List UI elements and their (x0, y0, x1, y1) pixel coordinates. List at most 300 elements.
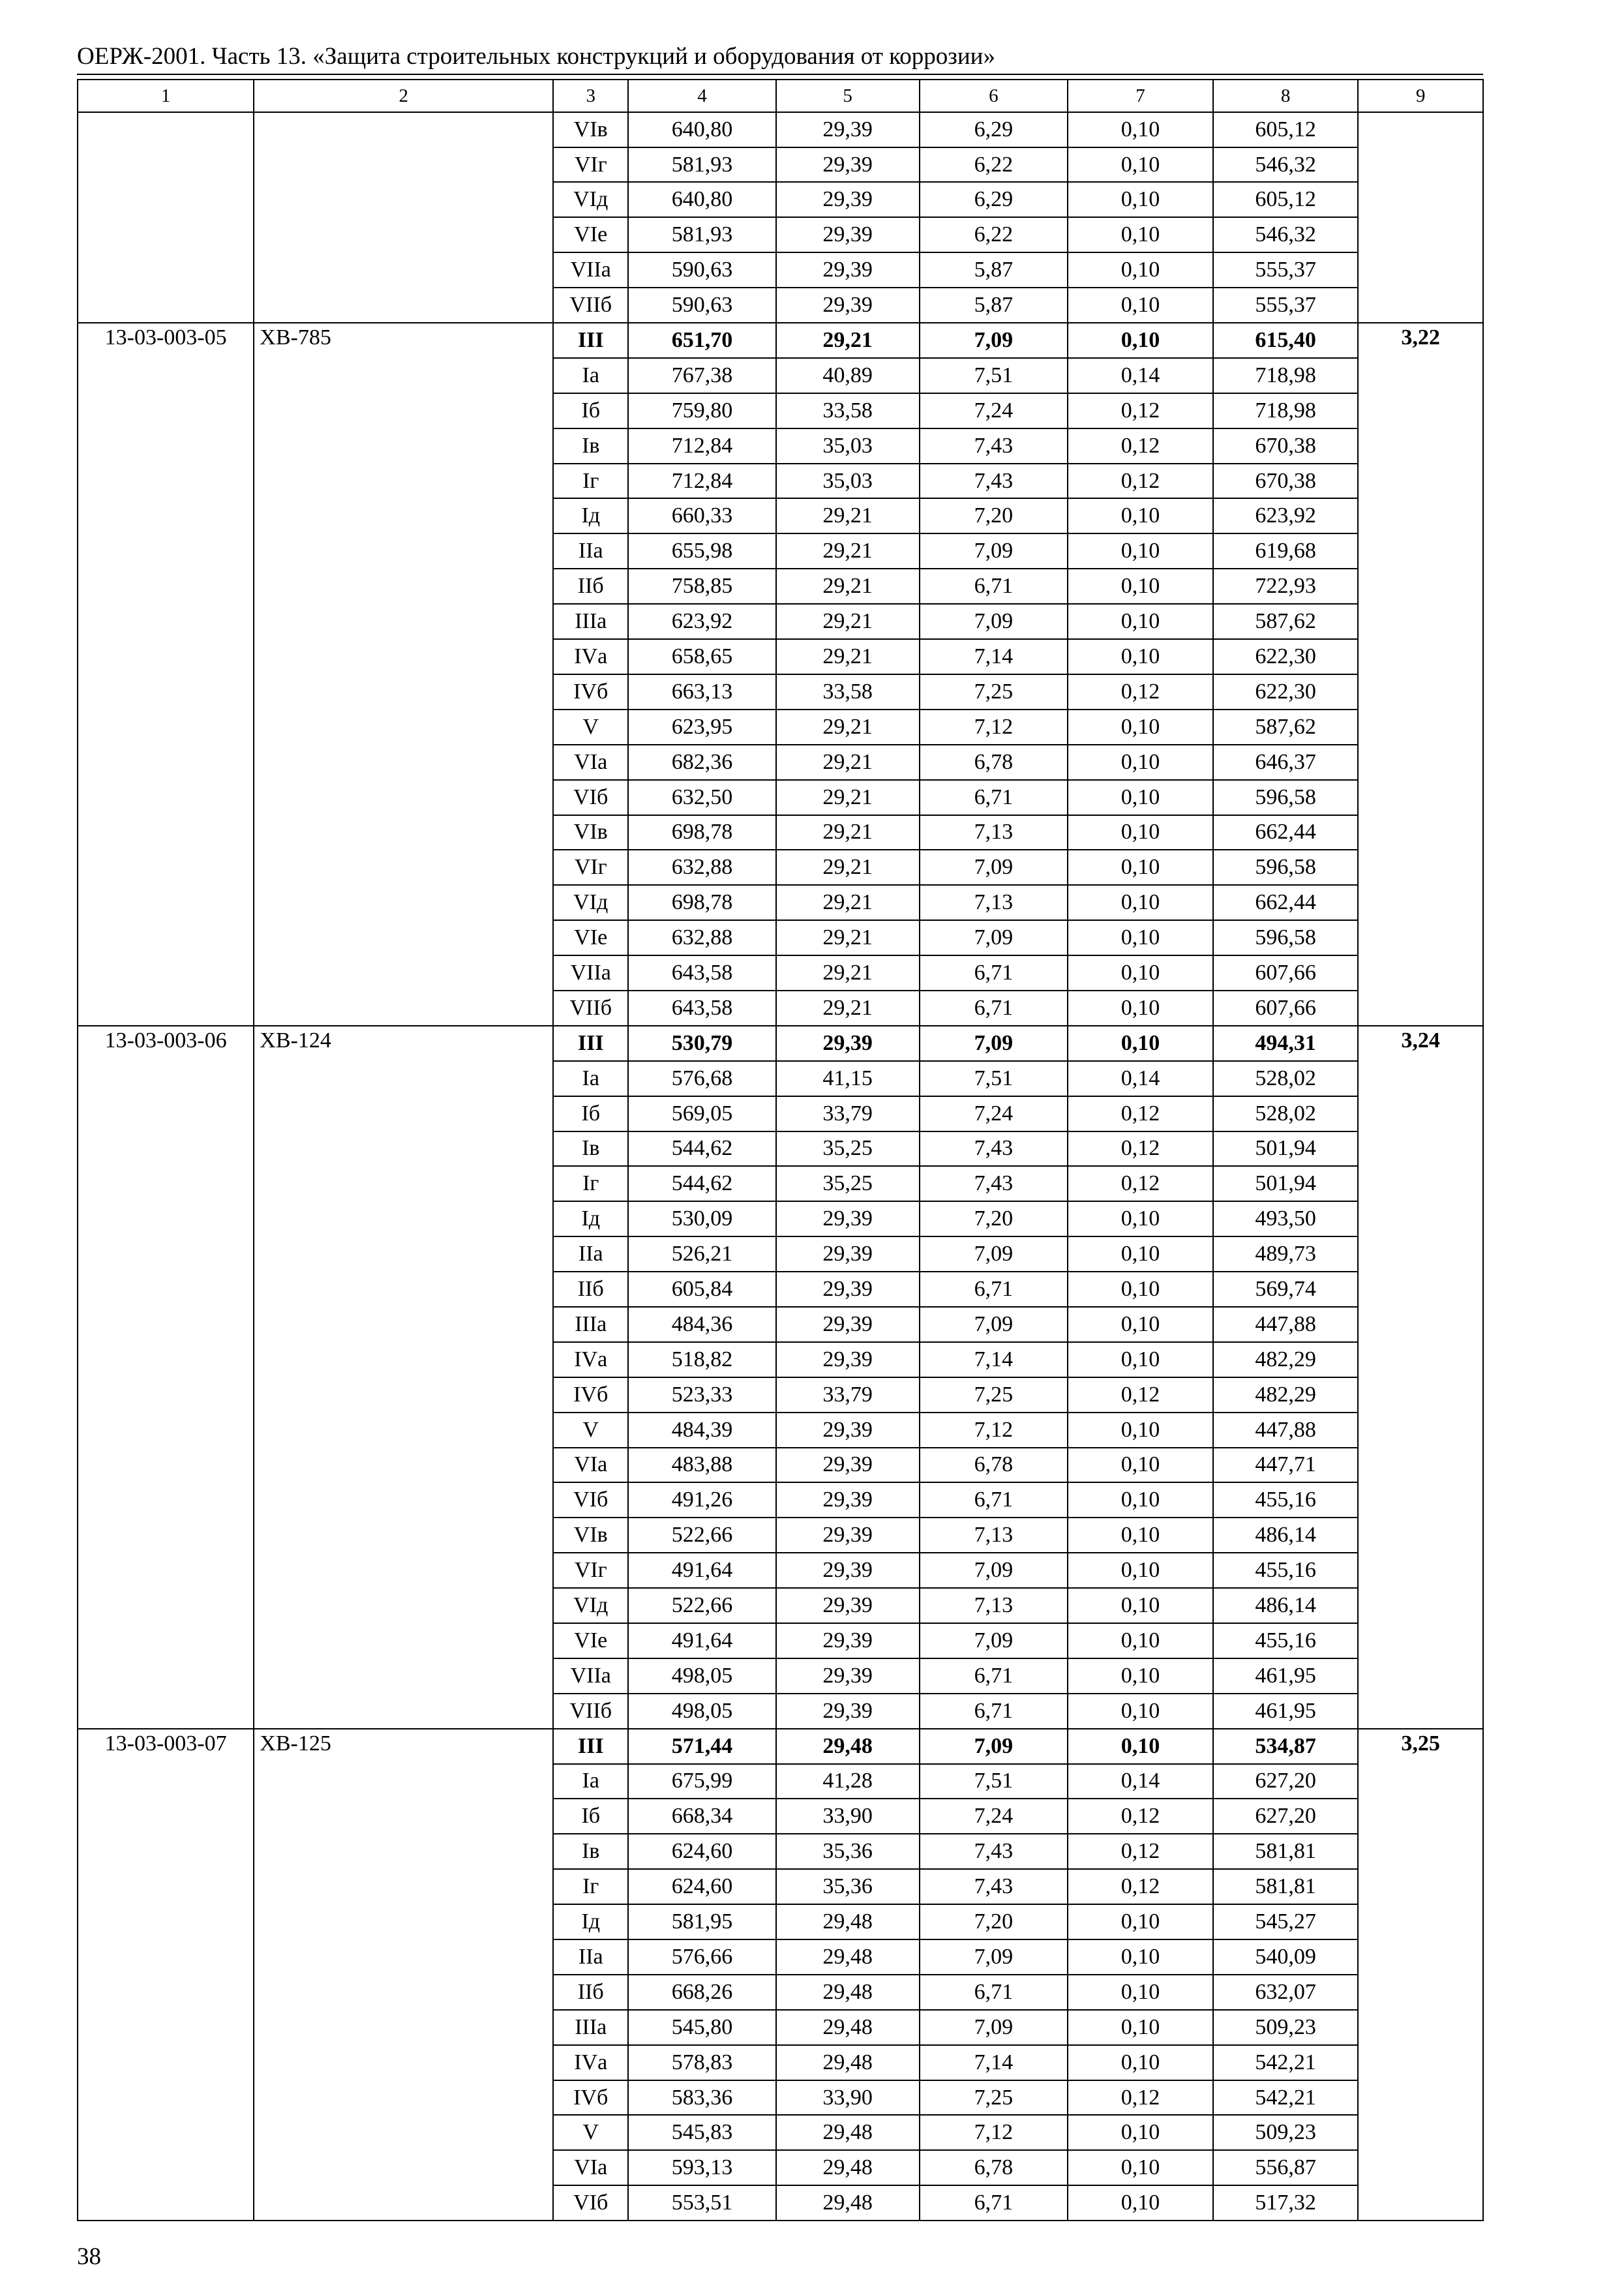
value-cell: 640,80 (628, 182, 775, 217)
class-cell: IIб (553, 1272, 628, 1307)
class-cell: VIб (553, 2185, 628, 2221)
value-cell: 605,12 (1213, 112, 1358, 147)
value-cell: 6,78 (920, 745, 1068, 780)
value-cell: 6,71 (920, 780, 1068, 815)
table-row (78, 1026, 1483, 1061)
value-cell: 6,71 (920, 1482, 1068, 1518)
class-cell: VIа (553, 2150, 628, 2185)
value-cell: 0,12 (1068, 1799, 1213, 1834)
rate-factor: 3,24 (1358, 1026, 1483, 1729)
class-cell: VIг (553, 1553, 628, 1588)
rate-factor: 3,25 (1358, 1729, 1483, 2221)
value-cell: 534,87 (1213, 1729, 1358, 1764)
value-cell: 447,88 (1213, 1307, 1358, 1342)
class-cell: IIIа (553, 1307, 628, 1342)
class-cell: IIа (553, 1236, 628, 1272)
value-cell: 670,38 (1213, 464, 1358, 499)
value-cell: 578,83 (628, 2045, 775, 2080)
value-cell: 0,10 (1068, 2045, 1213, 2080)
value-cell: 0,10 (1068, 1729, 1213, 1764)
column-header: 5 (776, 80, 920, 112)
value-cell: 0,12 (1068, 464, 1213, 499)
value-cell: 29,21 (776, 780, 920, 815)
column-header: 1 (78, 80, 254, 112)
value-cell: 698,78 (628, 815, 775, 850)
value-cell: 455,16 (1213, 1623, 1358, 1658)
value-cell: 29,21 (776, 850, 920, 885)
class-cell: VIIа (553, 252, 628, 288)
value-cell: 455,16 (1213, 1482, 1358, 1518)
value-cell: 622,30 (1213, 674, 1358, 710)
value-cell: 29,48 (776, 2185, 920, 2221)
value-cell: 668,34 (628, 1799, 775, 1834)
class-cell: IIб (553, 1975, 628, 2010)
value-cell: 587,62 (1213, 710, 1358, 745)
value-cell: 0,10 (1068, 850, 1213, 885)
class-cell: Iв (553, 428, 628, 464)
value-cell: 35,03 (776, 428, 920, 464)
value-cell: 0,10 (1068, 1307, 1213, 1342)
value-cell: 632,88 (628, 920, 775, 955)
value-cell: 29,21 (776, 533, 920, 569)
value-cell: 7,09 (920, 1729, 1068, 1764)
value-cell: 7,09 (920, 533, 1068, 569)
value-cell: 0,10 (1068, 1236, 1213, 1272)
value-cell: 0,10 (1068, 1694, 1213, 1729)
value-cell: 33,90 (776, 2080, 920, 2116)
class-cell: V (553, 2115, 628, 2150)
value-cell: 545,83 (628, 2115, 775, 2150)
value-cell: 29,39 (776, 288, 920, 323)
class-cell: VIа (553, 1448, 628, 1483)
value-cell: 7,09 (920, 1553, 1068, 1588)
value-cell: 6,22 (920, 147, 1068, 183)
class-cell: VIIб (553, 288, 628, 323)
class-cell: IIIа (553, 2010, 628, 2045)
value-cell: 7,13 (920, 1588, 1068, 1623)
rate-code: 13-03-003-06 (78, 1026, 254, 1729)
value-cell: 675,99 (628, 1764, 775, 1799)
rate-factor (1358, 112, 1483, 323)
value-cell: 29,48 (776, 2115, 920, 2150)
value-cell: 0,10 (1068, 288, 1213, 323)
value-cell: 545,27 (1213, 1904, 1358, 1939)
value-cell: 0,14 (1068, 1764, 1213, 1799)
column-header: 8 (1213, 80, 1358, 112)
value-cell: 6,71 (920, 2185, 1068, 2221)
value-cell: 33,79 (776, 1096, 920, 1131)
class-cell: III (553, 323, 628, 358)
value-cell: 542,21 (1213, 2080, 1358, 2116)
rate-code (78, 112, 254, 323)
value-cell: 7,20 (920, 498, 1068, 533)
value-cell: 7,25 (920, 674, 1068, 710)
value-cell: 0,10 (1068, 745, 1213, 780)
value-cell: 0,12 (1068, 1131, 1213, 1167)
value-cell: 29,21 (776, 885, 920, 920)
class-cell: III (553, 1026, 628, 1061)
value-cell: 29,21 (776, 569, 920, 604)
value-cell: 29,39 (776, 1658, 920, 1694)
value-cell: 712,84 (628, 464, 775, 499)
class-cell: VIе (553, 217, 628, 252)
value-cell: 663,13 (628, 674, 775, 710)
value-cell: 530,79 (628, 1026, 775, 1061)
value-cell: 670,38 (1213, 428, 1358, 464)
value-cell: 605,84 (628, 1272, 775, 1307)
class-cell: IIа (553, 1939, 628, 1975)
value-cell: 498,05 (628, 1694, 775, 1729)
value-cell: 712,84 (628, 428, 775, 464)
value-cell: 646,37 (1213, 745, 1358, 780)
class-cell: Iв (553, 1834, 628, 1869)
value-cell: 627,20 (1213, 1799, 1358, 1834)
value-cell: 29,21 (776, 498, 920, 533)
value-cell: 627,20 (1213, 1764, 1358, 1799)
value-cell: 522,66 (628, 1518, 775, 1553)
value-cell: 590,63 (628, 252, 775, 288)
value-cell: 29,39 (776, 1482, 920, 1518)
value-cell: 0,10 (1068, 1904, 1213, 1939)
value-cell: 7,20 (920, 1201, 1068, 1236)
value-cell: 29,39 (776, 217, 920, 252)
value-cell: 29,39 (776, 1307, 920, 1342)
value-cell: 29,39 (776, 1553, 920, 1588)
value-cell: 698,78 (628, 885, 775, 920)
value-cell: 528,02 (1213, 1061, 1358, 1096)
class-cell: Iд (553, 1201, 628, 1236)
class-cell: Iв (553, 1131, 628, 1167)
value-cell: 0,12 (1068, 393, 1213, 428)
value-cell: 605,12 (1213, 182, 1358, 217)
value-cell: 491,64 (628, 1623, 775, 1658)
page-number: 38 (77, 2243, 101, 2270)
value-cell: 7,43 (920, 1869, 1068, 1904)
table-row (78, 323, 1483, 358)
class-cell: Iг (553, 1166, 628, 1201)
value-cell: 583,36 (628, 2080, 775, 2116)
value-cell: 29,21 (776, 815, 920, 850)
value-cell: 7,09 (920, 1307, 1068, 1342)
value-cell: 493,50 (1213, 1201, 1358, 1236)
value-cell: 624,60 (628, 1834, 775, 1869)
value-cell: 528,02 (1213, 1096, 1358, 1131)
material-name: ХВ-785 (254, 323, 553, 1026)
value-cell: 523,33 (628, 1377, 775, 1413)
value-cell: 6,71 (920, 1658, 1068, 1694)
column-header: 9 (1358, 80, 1483, 112)
class-cell: Iб (553, 393, 628, 428)
value-cell: 447,88 (1213, 1413, 1358, 1448)
table-row (78, 112, 1483, 147)
value-cell: 0,10 (1068, 815, 1213, 850)
value-cell: 0,10 (1068, 112, 1213, 147)
value-cell: 0,14 (1068, 1061, 1213, 1096)
rate-factor: 3,22 (1358, 323, 1483, 1026)
value-cell: 7,09 (920, 604, 1068, 639)
value-cell: 29,39 (776, 1026, 920, 1061)
value-cell: 7,43 (920, 428, 1068, 464)
value-cell: 571,44 (628, 1729, 775, 1764)
value-cell: 29,48 (776, 2150, 920, 2185)
class-cell: VIг (553, 147, 628, 183)
value-cell: 29,39 (776, 1623, 920, 1658)
value-cell: 482,29 (1213, 1377, 1358, 1413)
material-name (254, 112, 553, 323)
value-cell: 569,05 (628, 1096, 775, 1131)
value-cell: 7,43 (920, 1131, 1068, 1167)
value-cell: 7,09 (920, 1236, 1068, 1272)
value-cell: 0,10 (1068, 1588, 1213, 1623)
value-cell: 7,09 (920, 920, 1068, 955)
value-cell: 0,10 (1068, 1201, 1213, 1236)
value-cell: 6,71 (920, 991, 1068, 1026)
value-cell: 544,62 (628, 1166, 775, 1201)
value-cell: 596,58 (1213, 850, 1358, 885)
value-cell: 29,21 (776, 920, 920, 955)
value-cell: 556,87 (1213, 2150, 1358, 2185)
value-cell: 6,71 (920, 569, 1068, 604)
class-cell: VIв (553, 1518, 628, 1553)
value-cell: 501,94 (1213, 1166, 1358, 1201)
value-cell: 5,87 (920, 252, 1068, 288)
value-cell: 0,10 (1068, 1975, 1213, 2010)
value-cell: 6,29 (920, 182, 1068, 217)
value-cell: 447,71 (1213, 1448, 1358, 1483)
class-cell: Iа (553, 1061, 628, 1096)
value-cell: 0,10 (1068, 217, 1213, 252)
value-cell: 7,12 (920, 710, 1068, 745)
value-cell: 718,98 (1213, 393, 1358, 428)
value-cell: 33,79 (776, 1377, 920, 1413)
material-name: ХВ-124 (254, 1026, 553, 1729)
class-cell: IVа (553, 639, 628, 674)
value-cell: 0,10 (1068, 1623, 1213, 1658)
class-cell: VIд (553, 885, 628, 920)
value-cell: 682,36 (628, 745, 775, 780)
class-cell: V (553, 1413, 628, 1448)
value-cell: 0,10 (1068, 920, 1213, 955)
value-cell: 758,85 (628, 569, 775, 604)
value-cell: 576,68 (628, 1061, 775, 1096)
value-cell: 6,29 (920, 112, 1068, 147)
value-cell: 596,58 (1213, 780, 1358, 815)
value-cell: 29,39 (776, 1272, 920, 1307)
value-cell: 29,21 (776, 639, 920, 674)
value-cell: 607,66 (1213, 991, 1358, 1026)
value-cell: 7,14 (920, 1342, 1068, 1377)
class-cell: Iа (553, 358, 628, 393)
value-cell: 29,39 (776, 1201, 920, 1236)
class-cell: IIб (553, 569, 628, 604)
value-cell: 7,25 (920, 2080, 1068, 2116)
value-cell: 7,14 (920, 2045, 1068, 2080)
value-cell: 0,10 (1068, 1939, 1213, 1975)
value-cell: 486,14 (1213, 1588, 1358, 1623)
value-cell: 0,10 (1068, 604, 1213, 639)
value-cell: 7,09 (920, 2010, 1068, 2045)
value-cell: 545,80 (628, 2010, 775, 2045)
class-cell: IVб (553, 674, 628, 710)
value-cell: 0,10 (1068, 2185, 1213, 2221)
value-cell: 7,12 (920, 2115, 1068, 2150)
value-cell: 0,10 (1068, 955, 1213, 991)
value-cell: 40,89 (776, 358, 920, 393)
class-cell: IIа (553, 533, 628, 569)
value-cell: 29,48 (776, 1975, 920, 2010)
value-cell: 526,21 (628, 1236, 775, 1272)
value-cell: 632,50 (628, 780, 775, 815)
value-cell: 590,63 (628, 288, 775, 323)
class-cell: III (553, 1729, 628, 1764)
value-cell: 486,14 (1213, 1518, 1358, 1553)
value-cell: 619,68 (1213, 533, 1358, 569)
value-cell: 35,03 (776, 464, 920, 499)
value-cell: 6,71 (920, 1272, 1068, 1307)
value-cell: 7,13 (920, 885, 1068, 920)
value-cell: 0,10 (1068, 991, 1213, 1026)
value-cell: 7,24 (920, 1799, 1068, 1834)
value-cell: 29,21 (776, 604, 920, 639)
value-cell: 658,65 (628, 639, 775, 674)
value-cell: 7,24 (920, 393, 1068, 428)
value-cell: 29,48 (776, 1939, 920, 1975)
value-cell: 530,09 (628, 1201, 775, 1236)
class-cell: IIIа (553, 604, 628, 639)
value-cell: 596,58 (1213, 920, 1358, 955)
value-cell: 7,51 (920, 1061, 1068, 1096)
value-cell: 767,38 (628, 358, 775, 393)
value-cell: 0,10 (1068, 1413, 1213, 1448)
value-cell: 581,93 (628, 217, 775, 252)
rate-code: 13-03-003-07 (78, 1729, 254, 2221)
value-cell: 623,92 (1213, 498, 1358, 533)
value-cell: 0,10 (1068, 252, 1213, 288)
header-rule (77, 74, 1483, 75)
page-header: ОЕРЖ-2001. Часть 13. «Защита строительных конструкций и оборудования от коррозии» (77, 43, 995, 70)
value-cell: 718,98 (1213, 358, 1358, 393)
value-cell: 0,12 (1068, 1377, 1213, 1413)
value-cell: 461,95 (1213, 1658, 1358, 1694)
column-header-row (78, 80, 1483, 112)
value-cell: 498,05 (628, 1658, 775, 1694)
class-cell: Iд (553, 1904, 628, 1939)
class-cell: VIIа (553, 1658, 628, 1694)
value-cell: 624,60 (628, 1869, 775, 1904)
value-cell: 607,66 (1213, 955, 1358, 991)
value-cell: 7,09 (920, 1939, 1068, 1975)
value-cell: 7,20 (920, 1904, 1068, 1939)
value-cell: 455,16 (1213, 1553, 1358, 1588)
class-cell: VIIб (553, 1694, 628, 1729)
value-cell: 662,44 (1213, 885, 1358, 920)
value-cell: 6,71 (920, 1975, 1068, 2010)
value-cell: 29,39 (776, 182, 920, 217)
value-cell: 33,90 (776, 1799, 920, 1834)
value-cell: 522,66 (628, 1588, 775, 1623)
class-cell: Iб (553, 1799, 628, 1834)
value-cell: 29,21 (776, 955, 920, 991)
value-cell: 29,39 (776, 1448, 920, 1483)
material-name: ХВ-125 (254, 1729, 553, 2221)
value-cell: 484,39 (628, 1413, 775, 1448)
value-cell: 489,73 (1213, 1236, 1358, 1272)
class-cell: VIIа (553, 955, 628, 991)
value-cell: 759,80 (628, 393, 775, 428)
value-cell: 587,62 (1213, 604, 1358, 639)
value-cell: 494,31 (1213, 1026, 1358, 1061)
value-cell: 29,39 (776, 1342, 920, 1377)
class-cell: VIа (553, 745, 628, 780)
class-cell: VIIб (553, 991, 628, 1026)
value-cell: 7,14 (920, 639, 1068, 674)
value-cell: 7,43 (920, 1834, 1068, 1869)
class-cell: Iд (553, 498, 628, 533)
value-cell: 29,48 (776, 2010, 920, 2045)
value-cell: 29,39 (776, 147, 920, 183)
value-cell: 0,10 (1068, 2115, 1213, 2150)
value-cell: 35,25 (776, 1131, 920, 1167)
value-cell: 0,10 (1068, 569, 1213, 604)
value-cell: 35,36 (776, 1869, 920, 1904)
rate-code: 13-03-003-05 (78, 323, 254, 1026)
value-cell: 35,25 (776, 1166, 920, 1201)
value-cell: 546,32 (1213, 147, 1358, 183)
value-cell: 0,12 (1068, 1834, 1213, 1869)
value-cell: 7,13 (920, 1518, 1068, 1553)
value-cell: 7,09 (920, 1623, 1068, 1658)
value-cell: 482,29 (1213, 1342, 1358, 1377)
value-cell: 622,30 (1213, 639, 1358, 674)
value-cell: 0,10 (1068, 323, 1213, 358)
value-cell: 0,12 (1068, 1869, 1213, 1904)
value-cell: 29,21 (776, 745, 920, 780)
value-cell: 0,12 (1068, 674, 1213, 710)
value-cell: 517,32 (1213, 2185, 1358, 2221)
value-cell: 7,43 (920, 1166, 1068, 1201)
value-cell: 7,25 (920, 1377, 1068, 1413)
value-cell: 593,13 (628, 2150, 775, 2185)
value-cell: 0,10 (1068, 1482, 1213, 1518)
value-cell: 29,39 (776, 1588, 920, 1623)
value-cell: 29,48 (776, 1904, 920, 1939)
value-cell: 6,78 (920, 2150, 1068, 2185)
class-cell: Iг (553, 464, 628, 499)
value-cell: 7,51 (920, 1764, 1068, 1799)
value-cell: 0,10 (1068, 639, 1213, 674)
class-cell: VIб (553, 780, 628, 815)
value-cell: 29,21 (776, 991, 920, 1026)
value-cell: 0,10 (1068, 147, 1213, 183)
value-cell: 7,09 (920, 850, 1068, 885)
value-cell: 0,10 (1068, 710, 1213, 745)
value-cell: 0,10 (1068, 1518, 1213, 1553)
value-cell: 509,23 (1213, 2115, 1358, 2150)
value-cell: 553,51 (628, 2185, 775, 2221)
value-cell: 491,26 (628, 1482, 775, 1518)
value-cell: 29,21 (776, 710, 920, 745)
value-cell: 41,28 (776, 1764, 920, 1799)
value-cell: 29,48 (776, 1729, 920, 1764)
value-cell: 581,93 (628, 147, 775, 183)
value-cell: 581,81 (1213, 1834, 1358, 1869)
value-cell: 643,58 (628, 955, 775, 991)
value-cell: 640,80 (628, 112, 775, 147)
value-cell: 0,12 (1068, 2080, 1213, 2116)
value-cell: 0,10 (1068, 533, 1213, 569)
value-cell: 632,07 (1213, 1975, 1358, 2010)
value-cell: 581,81 (1213, 1869, 1358, 1904)
